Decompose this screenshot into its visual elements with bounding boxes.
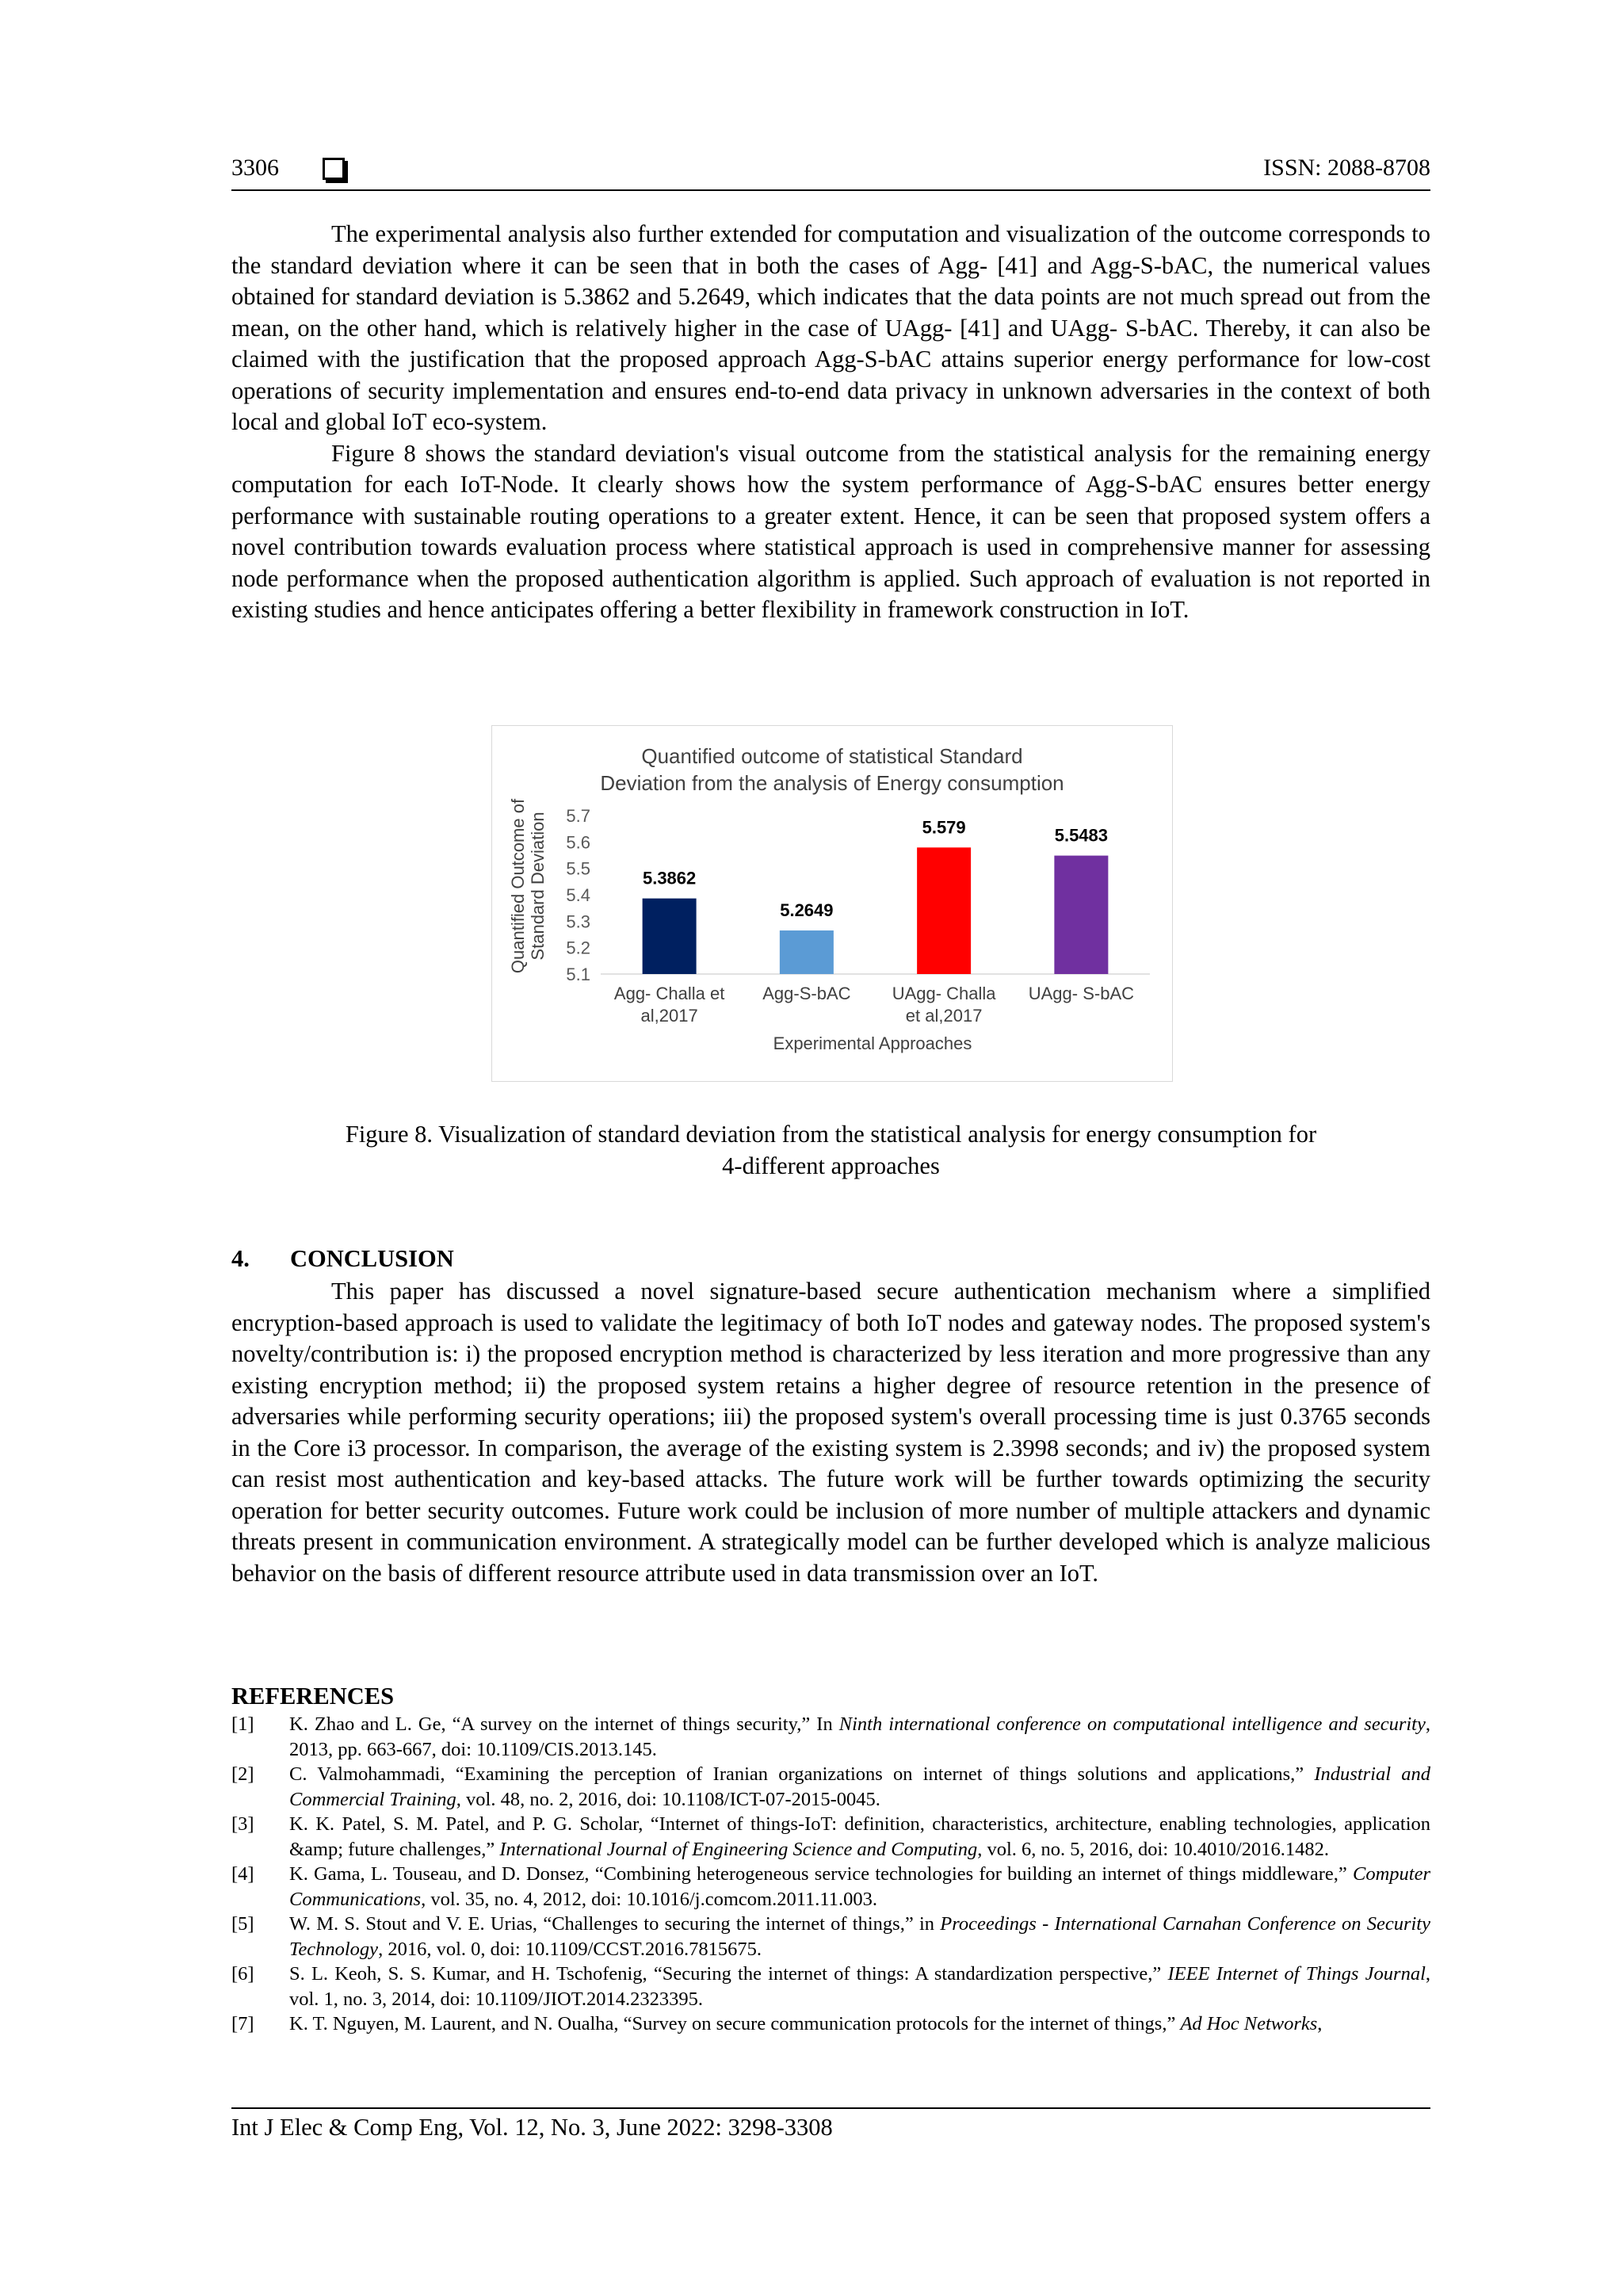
reference-details: , vol. 1, no. 3, 2014, doi: 10.1109/JIOT.2014.2323395. (289, 1963, 1430, 2010)
page-footer: Int J Elec & Comp Eng, Vol. 12, No. 3, June 2022: 3298-3308 (231, 2107, 1430, 2141)
bar-value-label: 5.5483 (1054, 825, 1109, 846)
reference-item (231, 1862, 1430, 1912)
reference-authors-title: S. L. Keoh, S. S. Kumar, and H. Tschofenig, “Securing the internet of things: A standardization perspective,” (289, 1963, 1168, 1985)
reference-authors-title: C. Valmohammadi, “Examining the perception of Iranian organizations on internet of things solutions and applications,” (289, 1763, 1315, 1785)
reference-venue: International Journal of Engineering Science and Computing (499, 1838, 978, 1860)
bar (1054, 856, 1108, 974)
conclusion-paragraph: This paper has discussed a novel signature-based secure authentication mechanism where a simplified encryption-based approach is used to validate the legitimacy of both IoT nodes and gateway nodes. The proposed system's novelty/contribution is: i) the proposed encryption method is characterized by less iteration and more progressive than any existing encryption method; ii) the proposed system retains a higher degree of resource retention in the presence of adversaries while performing security operations; iii) the proposed system's overall processing time is just 0.3765 seconds in the Core i3 processor. In comparison, the average of the existing system is 2.3998 seconds; and iv) the proposed system can resist most authentication and key-based attacks. The future work will be further towards optimizing the security operation for better security outcomes. Future work could be inclusion of more number of multiple attackers and dynamic threats present in communication environment. A strategically model can be further developed which is analyze malicious behavior on the basis of different resource attribute used in data transmission over an IoT. (231, 1278, 1430, 1587)
x-category-label: Agg- Challa et (613, 984, 725, 1003)
reference-details: , 2016, vol. 0, doi: 10.1109/CCST.2016.7815675. (378, 1938, 762, 1960)
page-header (231, 155, 1430, 191)
reference-item (231, 1812, 1430, 1862)
bar-value-label: 5.3862 (642, 868, 697, 888)
reference-item (231, 1762, 1430, 1812)
reference-authors-title: K. Zhao and L. Ge, “A survey on the internet of things security,” In (289, 1713, 839, 1735)
reference-number: [6] (231, 1963, 254, 1985)
y-axis-label-line1: Quantified Outcome of (508, 798, 528, 974)
bars-group (643, 847, 1109, 974)
reference-venue: Ad Hoc Networks (1180, 2013, 1318, 2034)
reference-number: [7] (231, 2013, 254, 2034)
chart-title-line1: Quantified outcome of statistical Standard (641, 744, 1023, 768)
caption-line-2: 4-different approaches (722, 1152, 940, 1179)
reference-details: , vol. 35, no. 4, 2012, doi: 10.1016/j.comcom.2011.11.003. (421, 1888, 878, 1910)
checkbox-square-icon (323, 158, 345, 180)
reference-authors-title: K. Gama, L. Touseau, and D. Donsez, “Combining heterogeneous service technologies for building an internet of things middleware,” (289, 1863, 1353, 1885)
reference-number: [5] (231, 1913, 254, 1935)
reference-item (231, 1912, 1430, 1962)
y-tick-label: 5.7 (566, 806, 590, 826)
reference-number: [2] (231, 1763, 254, 1785)
reference-item (231, 1962, 1430, 2011)
page-number: 3306 (231, 155, 279, 181)
x-category-label: UAgg- S-bAC (1028, 984, 1135, 1003)
value-labels-group (643, 817, 1108, 920)
caption-line-1: Figure 8. Visualization of standard deviation from the statistical analysis for energy consumption for (345, 1121, 1317, 1148)
reference-item (231, 2011, 1430, 2037)
reference-details: , 2013, pp. 663-667, doi: 10.1109/CIS.2013.145. (289, 1713, 1430, 1760)
y-tick-label: 5.6 (566, 832, 590, 853)
references-list (231, 1712, 1430, 2037)
x-axis-label: Experimental Approaches (773, 1033, 972, 1053)
chart-title-line2: Deviation from the analysis of Energy consumption (600, 771, 1064, 795)
reference-authors-title: K. K. Patel, S. M. Patel, and P. G. Scholar, “Internet of things-IoT: definition, characteristics, architecture, enabling technologies, application &amp; future challenges,” (289, 1813, 1430, 1860)
x-category-label: Agg-S-bAC (762, 984, 851, 1003)
bar-value-label: 5.579 (922, 817, 966, 838)
conclusion-body (231, 1276, 1430, 1589)
x-category-label: UAgg- Challa (892, 984, 996, 1003)
reference-item (231, 1712, 1430, 1762)
figure-8-chart (491, 725, 1173, 1082)
category-labels-group (614, 984, 1134, 1026)
reference-venue: Computer Communications (289, 1863, 1430, 1910)
y-tick-label: 5.3 (566, 911, 590, 932)
reference-number: [1] (231, 1713, 254, 1735)
paragraph-1: The experimental analysis also further extended for computation and visualization of the outcome corresponds to the standard deviation where it can be seen that in both the cases of Agg- [41] and Agg-S-bAC, the numerical values obtained for standard deviation is 5.3862 and 5.2649, which indicates that the data points are not much spread out from the mean, on the other hand, which is relatively higher in the case of UAgg- [41] and UAgg- S-bAC. Thereby, it can also be claimed with the justification that the proposed approach Agg-S-bAC attains superior energy performance for low-cost operations of security implementation and ensures end-to-end data privacy in unknown adversaries in the context of both local and global IoT eco-system. (231, 220, 1430, 435)
reference-details: , vol. 6, no. 5, 2016, doi: 10.4010/2016.1482. (977, 1838, 1329, 1860)
references-heading: REFERENCES (231, 1683, 395, 1710)
bar (917, 847, 971, 974)
reference-details: , (1317, 2013, 1323, 2034)
reference-details: , vol. 48, no. 2, 2016, doi: 10.1108/ICT-07-2015-0045. (456, 1788, 880, 1810)
reference-authors-title: K. T. Nguyen, M. Laurent, and N. Oualha, “Survey on secure communication protocols for the internet of things,” (289, 2013, 1181, 2034)
x-category-label: al,2017 (640, 1006, 698, 1026)
y-axis-label-line2: Standard Deviation (528, 812, 548, 961)
bar-chart-svg (492, 726, 1172, 1081)
paragraph-2: Figure 8 shows the standard deviation's visual outcome from the statistical analysis for the remaining energy computation for each IoT-Node. It clearly shows how the system performance of Agg-S-bAC ensures better energy performance with sustainable routing operations to a greater extent. Hence, it can be seen that proposed system offers a novel contribution towards evaluation process where statistical approach is used in comprehensive manner for assessing node performance when the proposed authentication algorithm is applied. Such approach of evaluation is not reported in existing studies and hence anticipates offering a better flexibility in framework construction in IoT. (231, 439, 1430, 623)
reference-number: [3] (231, 1813, 254, 1835)
reference-authors-title: W. M. S. Stout and V. E. Urias, “Challenges to securing the internet of things,” in (289, 1913, 941, 1935)
figure-caption (231, 1118, 1430, 1182)
issn-label: ISSN: 2088-8708 (1263, 155, 1430, 181)
bar (643, 899, 697, 974)
section-number: 4. (231, 1245, 250, 1272)
bar-value-label: 5.2649 (780, 900, 834, 921)
reference-venue: Ninth international conference on computational intelligence and security (838, 1713, 1426, 1735)
y-tick-label: 5.5 (566, 858, 590, 879)
reference-number: [4] (231, 1863, 254, 1885)
y-tick-label: 5.1 (566, 965, 590, 984)
bar (780, 930, 834, 974)
reference-venue: IEEE Internet of Things Journal (1167, 1963, 1426, 1985)
y-tick-label: 5.4 (566, 885, 590, 905)
section-heading (231, 1245, 454, 1273)
reference-venue: Proceedings - International Carnahan Conference on Security Technology (289, 1913, 1430, 1960)
y-axis-label (508, 798, 548, 973)
y-tick-label: 5.2 (566, 938, 590, 958)
section-title: CONCLUSION (290, 1245, 454, 1272)
y-tick-labels (566, 806, 590, 984)
reference-venue: Industrial and Commercial Training (289, 1763, 1431, 1810)
x-category-label: et al,2017 (905, 1006, 983, 1026)
body-paragraphs (231, 219, 1430, 626)
